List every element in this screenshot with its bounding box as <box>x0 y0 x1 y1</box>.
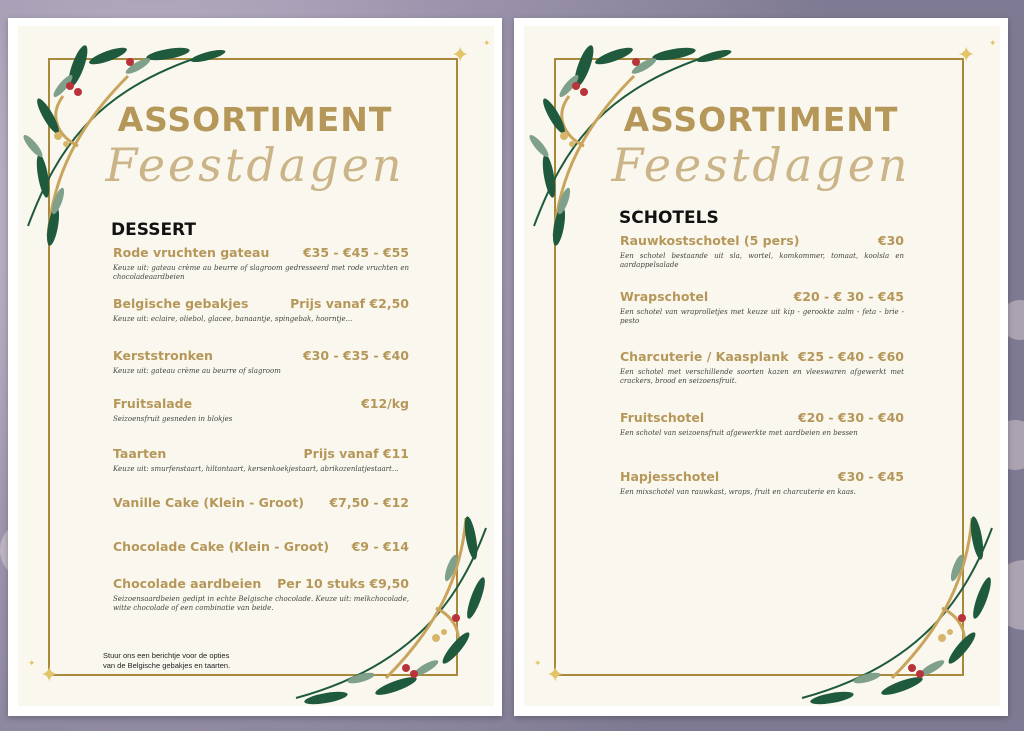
menu-item <box>113 446 409 474</box>
item-name: Belgische gebakjes <box>113 296 249 311</box>
footer-note-line: Stuur ons een berichtje voor de opties <box>103 651 230 660</box>
menu-item <box>620 289 904 326</box>
sparkle-icon: ✦ <box>483 38 491 48</box>
menu-item <box>620 233 904 270</box>
menu-item <box>113 539 409 554</box>
sparkle-icon: ✦ <box>989 38 997 48</box>
item-name: Taarten <box>113 446 167 461</box>
item-name: Fruitsalade <box>113 396 193 411</box>
item-name: Charcuterie / Kaasplank <box>620 349 789 364</box>
item-name: Wrapschotel <box>620 289 709 304</box>
item-description: Een mixschotel van rauwkast, wraps, fruit en charcuterie en kaas. <box>620 488 856 496</box>
item-price: €20 - € 30 - €45 <box>793 289 904 304</box>
item-description: Een schotel van wraprolletjes met keuze uit kip - gerookte zalm - feta - brie - pesto <box>620 308 904 325</box>
page-subtitle: Feestdagen <box>611 138 911 192</box>
item-name: Hapjesschotel <box>620 469 720 484</box>
menu-item <box>620 349 904 386</box>
item-price: €9 - €14 <box>351 539 409 554</box>
footer-note-line: van de Belgische gebakjes en taarten. <box>103 661 231 670</box>
item-price: Prijs vanaf €11 <box>303 446 409 461</box>
item-description: Een schotel van seizoensfruit afgewerkte met aardbeien en bessen <box>620 429 858 437</box>
section-heading: DESSERT <box>111 220 196 240</box>
item-name: Kerststronken <box>113 348 213 363</box>
item-description: Een schotel bestaande uit sla, wortel, komkommer, tomaat, koolsla en aardappelsalade <box>620 252 904 269</box>
menu-item <box>113 396 409 424</box>
item-description: Keuze uit: gateau crème au beurre of slagroom <box>113 367 281 375</box>
item-name: Fruitschotel <box>620 410 705 425</box>
pine-garland-bottom-right-icon <box>792 508 1002 718</box>
page-subtitle: Feestdagen <box>105 138 405 192</box>
sparkle-icon: ✦ <box>28 658 36 668</box>
item-price: €30 - €45 <box>837 469 904 484</box>
item-price: Prijs vanaf €2,50 <box>290 296 409 311</box>
item-price: €30 <box>877 233 904 248</box>
menu-item <box>620 410 904 438</box>
item-price: €7,50 - €12 <box>329 495 409 510</box>
menu-item <box>113 495 409 510</box>
menu-item <box>113 348 409 376</box>
menu-page-dessert <box>8 18 502 716</box>
sparkle-icon: ✦ <box>534 658 542 668</box>
item-description: Een schotel met verschillende soorten kazen en vleeswaren afgewerkt met crackers, brood en seizoensfruit. <box>620 368 904 385</box>
menu-item <box>620 469 904 497</box>
page-title: ASSORTIMENT <box>623 100 899 139</box>
item-price: €12/kg <box>361 396 409 411</box>
item-name: Chocolade Cake (Klein - Groot) <box>113 539 330 554</box>
menu-page-schotels <box>514 18 1008 716</box>
menu-item <box>113 245 409 282</box>
menu-item <box>113 296 409 324</box>
item-description: Seizoensfruit gesneden in blokjes <box>113 415 233 423</box>
item-price: Per 10 stuks €9,50 <box>277 576 409 591</box>
item-description: Seizoensaardbeien gedipt in echte Belgische chocolade. Keuze uit: melkchocolade, witte chocolade of een combinatie van beide. <box>113 595 409 612</box>
sparkle-star-icon: ✦ <box>546 662 565 687</box>
item-name: Chocolade aardbeien <box>113 576 262 591</box>
sparkle-star-icon: ✦ <box>957 42 976 67</box>
item-name: Rode vruchten gateau <box>113 245 270 260</box>
sparkle-star-icon: ✦ <box>40 662 59 687</box>
item-price: €20 - €30 - €40 <box>797 410 904 425</box>
item-description: Keuze uit: eclaire, oliebol, glacee, banaantje, spingebak, hoorntje... <box>113 315 353 323</box>
footer-note <box>103 651 230 671</box>
item-name: Vanille Cake (Klein - Groot) <box>113 495 304 510</box>
menu-item <box>113 576 409 613</box>
item-price: €25 - €40 - €60 <box>797 349 904 364</box>
item-description: Keuze uit: gateau crème au beurre of slagroom gedresseerd met rode vruchten en chocoladeaardbeien <box>113 264 409 281</box>
sparkle-star-icon: ✦ <box>451 42 470 67</box>
item-price: €35 - €45 - €55 <box>302 245 409 260</box>
section-heading: SCHOTELS <box>619 208 719 228</box>
item-description: Keuze uit: smurfenstaart, hiltontaart, kersenkoekjestaart, abrikozenlatjestaart... <box>113 465 399 473</box>
item-price: €30 - €35 - €40 <box>302 348 409 363</box>
item-name: Rauwkostschotel (5 pers) <box>620 233 800 248</box>
page-title: ASSORTIMENT <box>117 100 393 139</box>
